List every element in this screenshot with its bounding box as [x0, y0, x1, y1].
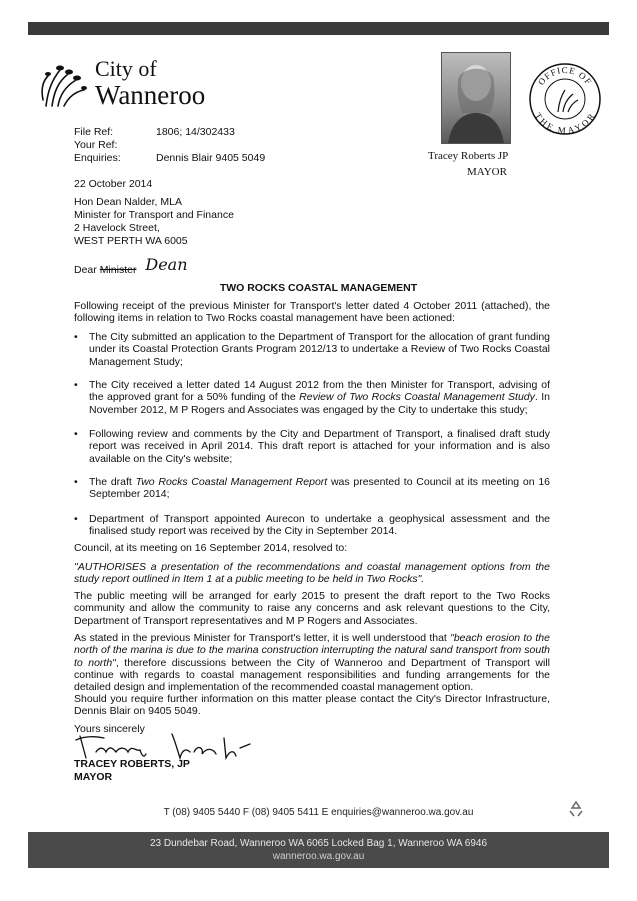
bullet-2-text: The City received a letter dated 14 August 2012 from the then Minister for Transport, advising of the approved grant for a 50% funding of the — [89, 379, 550, 404]
recipient-line-2: Minister for Transport and Finance — [74, 209, 234, 221]
bullet-3: Following review and comments by the City and Department of Transport, a finalised draft study report was received in April 2014. This draft report is attached for your information and is also available on the City's website; — [89, 428, 550, 465]
bullet-1: The City submitted an application to the Department of Transport for the allocation of grant funding under its Coastal Protection Grants Program 2012/13 to undertake a Review of Two Rocks Coastal Management Study; — [89, 331, 550, 368]
salutation — [74, 255, 188, 276]
photo-caption-name: Tracey Roberts JP — [428, 150, 509, 162]
stated-text-end: , therefore discussions between the City of Wanneroo and Department of Transport will continue with regards to coastal management responsibilities and funding arrangements for the detailed design and implementation of the recommended coastal management option. — [74, 656, 550, 694]
stated-italic: "beach erosion to the north of the marina is due to the marina construction interrupting the natural sand transport from south to north" — [74, 632, 550, 669]
signatory-name: TRACEY ROBERTS, JP — [74, 758, 190, 770]
council-paragraph: Council, at its meeting on 16 September 2014, resolved to: — [74, 542, 348, 554]
recipient-line-3: 2 Havelock Street, — [74, 222, 160, 234]
salutation-dear: Dear — [74, 264, 97, 276]
seal-bottom-text: THE MAYOR — [532, 110, 598, 136]
bullet-4-text-end: was presented to Council at its meeting on 16 September 2014; — [89, 476, 550, 501]
top-bar — [28, 22, 609, 35]
enquiries-value: Dennis Blair 9405 5049 — [156, 152, 266, 164]
intro-paragraph: Following receipt of the previous Minister for Transport's letter dated 4 October 2011 (attached), the following items in relation to Two Rocks coastal management have been actioned: — [74, 300, 550, 325]
salutation-struck: Minister — [99, 264, 137, 276]
logo-city-of: City of — [95, 56, 157, 81]
bullet-dot: • — [74, 379, 78, 391]
enquiries-label: Enquiries: — [74, 152, 121, 164]
bullet-dot: • — [74, 476, 78, 488]
public-meeting-paragraph: The public meeting will be arranged for early 2015 to present the draft report to the Two Rocks community and allow the community to raise any concerns and ask relevant questions to the City, Department of Transport representatives and M P Rogers and Associates. — [74, 590, 550, 627]
stated-text: As stated in the previous Minister for Transport's letter, it is well understood that — [74, 632, 451, 644]
resolution-quote: "AUTHORISES a presentation of the recommendations and coastal management options from the study report outlined in Item 1 at a public meeting to be held in Two Rocks". — [74, 561, 550, 586]
signatory-title: MAYOR — [74, 771, 113, 783]
footer-website[interactable]: wanneroo.wa.gov.au — [272, 851, 365, 862]
your-ref-label: Your Ref: — [74, 139, 118, 151]
portrait-image — [442, 53, 510, 143]
logo-wanneroo: Wanneroo — [95, 80, 206, 110]
bullet-5: Department of Transport appointed Aurecon to undertake a geophysical assessment and the finalised study report was received by the City in September 2014. — [89, 513, 550, 538]
recipient-line-1: Hon Dean Nalder, MLA — [74, 196, 182, 208]
salutation-handwritten: Dean — [145, 255, 188, 274]
footer-bar — [28, 832, 609, 868]
closing: Yours sincerely — [74, 723, 145, 735]
recycle-icon — [567, 800, 585, 818]
bullet-2 — [89, 379, 550, 416]
further-info-paragraph: Should you require further information on this matter please contact the City's Director Infrastructure, Dennis Blair on 9405 5049. — [74, 693, 550, 718]
bullet-dot: • — [74, 513, 78, 525]
bullet-dot: • — [74, 331, 78, 343]
svg-text:THE MAYOR — [533, 111, 597, 136]
svg-text:OFFICE OF — [536, 65, 594, 87]
office-of-the-mayor-seal — [528, 62, 602, 136]
bullet-2-text-end: . In November 2012, M P Rogers and Associates was engaged by the City to undertake this study; — [89, 391, 551, 416]
footer-address: 23 Dundebar Road, Wanneroo WA 6065 Locked Bag 1, Wanneroo WA 6946 — [149, 838, 488, 849]
mayor-photo — [441, 52, 511, 144]
file-ref-value: 1806; 14/302433 — [156, 126, 235, 138]
wanneroo-logo-icon — [38, 60, 88, 108]
letter-subject: TWO ROCKS COASTAL MANAGEMENT — [219, 282, 418, 294]
file-ref-label: File Ref: — [74, 126, 114, 138]
bullet-4-text: The draft — [89, 476, 136, 488]
footer-contact: T (08) 9405 5440 F (08) 9405 5411 E enquiries@wanneroo.wa.gov.au — [163, 807, 474, 818]
seal-top-text: OFFICE OF — [536, 64, 594, 87]
bullet-dot: • — [74, 428, 78, 440]
photo-caption-title: MAYOR — [467, 166, 507, 178]
bullet-4-italic: Two Rocks Coastal Management Report — [135, 476, 328, 488]
bullet-4 — [89, 476, 550, 501]
recipient-line-4: WEST PERTH WA 6005 — [74, 235, 188, 247]
letter-date: 22 October 2014 — [74, 178, 153, 190]
bullet-2-italic: Review of Two Rocks Coastal Management Study — [299, 391, 535, 404]
stated-paragraph — [74, 632, 550, 693]
